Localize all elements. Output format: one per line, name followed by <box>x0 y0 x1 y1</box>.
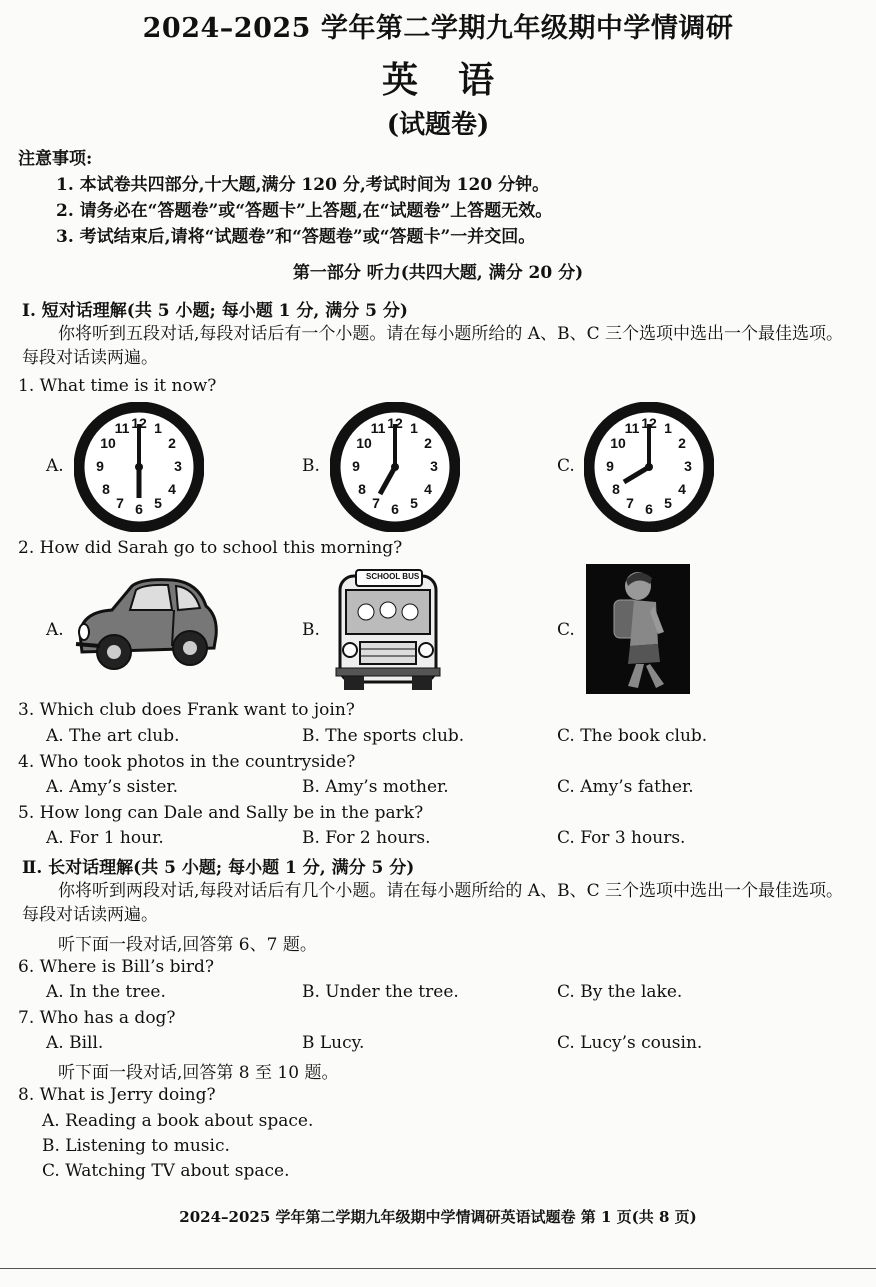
q7-option-b: B Lucy. <box>302 1033 365 1053</box>
walking-student-icon <box>586 564 690 694</box>
note-item-3: 3. 考试结束后,请将“试题卷”和“答题卷”或“答题卡”一并交回。 <box>56 227 536 247</box>
svg-text:3: 3 <box>430 458 438 474</box>
question-3-stem: 3. Which club does Frank want to join? <box>18 700 355 720</box>
note-item-1: 1. 本试卷共四部分,十大题,满分 120 分,考试时间为 120 分钟。 <box>56 175 550 195</box>
svg-text:10: 10 <box>100 435 116 451</box>
svg-text:5: 5 <box>664 495 672 511</box>
svg-text:7: 7 <box>372 495 380 511</box>
q5-option-b: B. For 2 hours. <box>302 828 431 848</box>
svg-text:2: 2 <box>678 435 686 451</box>
car-icon <box>72 572 222 680</box>
svg-text:4: 4 <box>678 481 686 497</box>
part1-heading: 第一部分 听力(共四大题, 满分 20 分) <box>292 263 584 283</box>
q6-option-c: C. By the lake. <box>557 982 683 1002</box>
svg-text:2: 2 <box>168 435 176 451</box>
subject-title: 英语 <box>381 59 534 101</box>
svg-text:6: 6 <box>391 501 399 517</box>
question-6-stem: 6. Where is Bill’s bird? <box>18 957 215 977</box>
notes-heading: 注意事项: <box>18 149 93 169</box>
q2-label-a: A. <box>46 620 64 640</box>
section2-heading: Ⅱ. 长对话理解(共 5 小题; 每小题 1 分, 满分 5 分) <box>22 858 415 878</box>
svg-text:6: 6 <box>645 501 653 517</box>
svg-text:10: 10 <box>356 435 372 451</box>
section2-instruction: 你将听到两段对话,每段对话后有几个小题。请在每小题所给的 A、B、C 三个选项中选出一个最佳选项。每段对话读两遍。 <box>22 881 843 925</box>
q5-option-c: C. For 3 hours. <box>557 828 686 848</box>
svg-text:3: 3 <box>684 458 692 474</box>
section2-sub-instruction-2: 听下面一段对话,回答第 8 至 10 题。 <box>58 1063 339 1083</box>
exam-title: 2024–2025 学年第二学期九年级期中学情调研 <box>142 13 734 44</box>
q3-option-c: C. The book club. <box>557 726 708 746</box>
clock-eight-icon <box>584 402 714 532</box>
section1-instruction: 你将听到五段对话,每段对话后有一个小题。请在每小题所给的 A、B、C 三个选项中选出一个最佳选项。每段对话读两遍。 <box>22 324 843 368</box>
section2-sub-instruction-1: 听下面一段对话,回答第 6、7 题。 <box>58 935 317 955</box>
note-item-2: 2. 请务必在“答题卷”或“答题卡”上答题,在“试题卷”上答题无效。 <box>56 201 553 221</box>
svg-text:11: 11 <box>624 420 640 436</box>
clock-seven-icon <box>330 402 460 532</box>
q3-option-b: B. The sports club. <box>302 726 465 746</box>
svg-text:5: 5 <box>154 495 162 511</box>
school-bus-icon <box>322 566 452 692</box>
svg-text:12: 12 <box>641 415 657 431</box>
section1-heading: Ⅰ. 短对话理解(共 5 小题; 每小题 1 分, 满分 5 分) <box>22 301 408 321</box>
svg-text:2: 2 <box>424 435 432 451</box>
svg-text:7: 7 <box>116 495 124 511</box>
q1-label-a: A. <box>46 456 64 476</box>
svg-text:3: 3 <box>174 458 182 474</box>
svg-text:8: 8 <box>358 481 366 497</box>
bus-sign-label: SCHOOL BUS <box>366 572 420 581</box>
q2-label-b: B. <box>302 620 320 640</box>
q4-option-b: B. Amy’s mother. <box>302 777 449 797</box>
svg-text:12: 12 <box>131 415 147 431</box>
svg-text:8: 8 <box>102 481 110 497</box>
svg-text:1: 1 <box>664 420 672 436</box>
question-5-stem: 5. How long can Dale and Sally be in the park? <box>18 803 424 823</box>
q8-option-b: B. Listening to music. <box>42 1136 230 1156</box>
question-1-stem: 1. What time is it now? <box>18 376 217 396</box>
svg-text:6: 6 <box>135 501 143 517</box>
question-8-stem: 8. What is Jerry doing? <box>18 1085 216 1105</box>
svg-text:11: 11 <box>370 420 386 436</box>
question-2-stem: 2. How did Sarah go to school this morning? <box>18 538 403 558</box>
svg-text:11: 11 <box>114 420 130 436</box>
clock-six-icon <box>74 402 204 532</box>
svg-text:4: 4 <box>424 481 432 497</box>
q6-option-b: B. Under the tree. <box>302 982 459 1002</box>
q2-label-c: C. <box>557 620 575 640</box>
q1-label-c: C. <box>557 456 575 476</box>
svg-text:8: 8 <box>612 481 620 497</box>
page-footer: 2024–2025 学年第二学期九年级期中学情调研英语试题卷 第 1 页(共 8 页) <box>179 1208 697 1226</box>
bottom-divider <box>0 1268 876 1269</box>
q4-option-a: A. Amy’s sister. <box>46 777 179 797</box>
svg-text:9: 9 <box>96 458 104 474</box>
q4-option-c: C. Amy’s father. <box>557 777 694 797</box>
svg-text:12: 12 <box>387 415 403 431</box>
svg-text:1: 1 <box>154 420 162 436</box>
q5-option-a: A. For 1 hour. <box>46 828 164 848</box>
svg-text:5: 5 <box>410 495 418 511</box>
q7-option-c: C. Lucy’s cousin. <box>557 1033 703 1053</box>
svg-text:7: 7 <box>626 495 634 511</box>
q8-option-c: C. Watching TV about space. <box>42 1161 290 1181</box>
q1-label-b: B. <box>302 456 320 476</box>
svg-text:9: 9 <box>606 458 614 474</box>
question-7-stem: 7. Who has a dog? <box>18 1008 176 1028</box>
q8-option-a: A. Reading a book about space. <box>42 1111 314 1131</box>
svg-text:9: 9 <box>352 458 360 474</box>
question-4-stem: 4. Who took photos in the countryside? <box>18 752 356 772</box>
svg-text:4: 4 <box>168 481 176 497</box>
q3-option-a: A. The art club. <box>46 726 180 746</box>
q7-option-a: A. Bill. <box>46 1033 104 1053</box>
svg-text:1: 1 <box>410 420 418 436</box>
paper-type-label: (试题卷) <box>386 110 490 140</box>
svg-text:10: 10 <box>610 435 626 451</box>
q6-option-a: A. In the tree. <box>46 982 166 1002</box>
